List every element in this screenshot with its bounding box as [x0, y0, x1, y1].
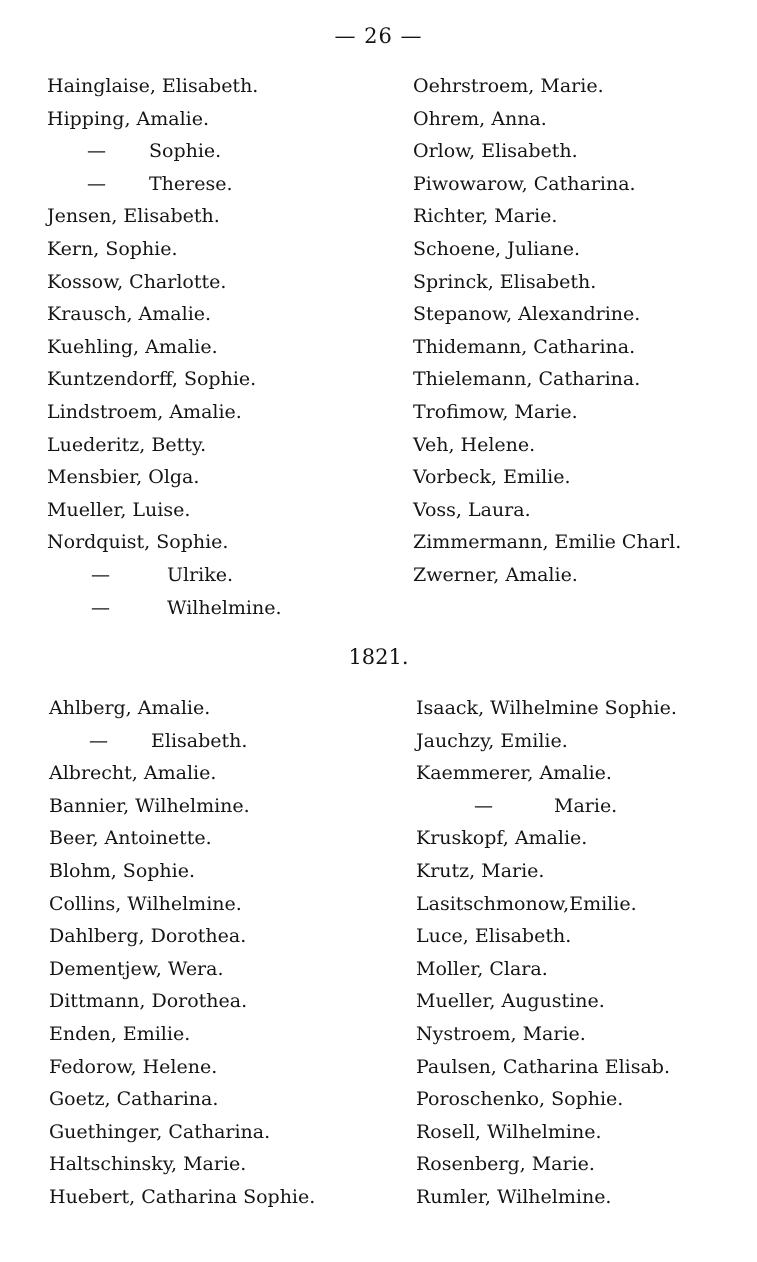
name-entry: Ahlberg, Amalie.	[49, 697, 211, 719]
given-name: Marie.	[554, 794, 618, 817]
ditto-dash: —	[91, 596, 110, 619]
name-entry: Lasitschmonow,Emilie.	[416, 892, 637, 915]
name-entry: Dittmann, Dorothea.	[49, 990, 248, 1013]
ditto-dash: —	[89, 729, 108, 752]
ditto-dash: —	[474, 794, 493, 817]
name-entry: Enden, Emilie.	[49, 1022, 191, 1045]
name-entry: Albrecht, Amalie.	[49, 762, 217, 785]
name-entry	[416, 790, 677, 823]
name-entry: Orlow, Elisabeth.	[413, 140, 578, 163]
name-entry: Fedorow, Helene.	[49, 1055, 218, 1078]
name-entry: Jauchzy, Emilie.	[416, 729, 568, 752]
name-entry: Thielemann, Catharina.	[413, 368, 641, 391]
name-entry: Rosenberg, Marie.	[416, 1153, 595, 1176]
name-entry: Moller, Clara.	[416, 957, 548, 980]
name-entry: Haltschinsky, Marie.	[49, 1153, 247, 1176]
name-entry: Paulsen, Catharina Elisab.	[416, 1055, 671, 1078]
name-entry: Krausch, Amalie.	[47, 303, 212, 326]
name-entry: Dementjew, Wera.	[49, 957, 224, 980]
given-name: Elisabeth.	[151, 729, 248, 752]
name-entry: Hainglaise, Elisabeth.	[47, 75, 259, 97]
name-column-left	[47, 70, 282, 624]
given-name: Therese.	[149, 172, 233, 195]
ditto-dash: —	[91, 563, 110, 586]
name-entry: Piwowarow, Catharina.	[413, 172, 636, 195]
name-entry: Trofimow, Marie.	[413, 400, 578, 423]
given-name: Sophie.	[149, 140, 222, 163]
name-entry: Veh, Helene.	[413, 433, 536, 456]
page-number: — 26 —	[334, 24, 423, 48]
name-entry: Voss, Laura.	[413, 498, 531, 521]
name-entry: Kruskopf, Amalie.	[416, 827, 588, 850]
ditto-dash: —	[87, 172, 106, 195]
name-entry: Krutz, Marie.	[416, 859, 545, 882]
name-entry: Nordquist, Sophie.	[47, 531, 229, 554]
name-entry: Guethinger, Catharina.	[49, 1120, 271, 1143]
name-entry	[47, 168, 282, 201]
name-entry: Goetz, Catharina.	[49, 1088, 219, 1111]
name-entry: Stepanow, Alexandrine.	[413, 303, 641, 326]
name-entry	[49, 725, 315, 758]
name-entry: Poroschenko, Sophie.	[416, 1088, 624, 1111]
given-name: Ulrike.	[167, 563, 234, 586]
name-entry: Rumler, Wilhelmine.	[416, 1185, 612, 1208]
name-entry: Nystroem, Marie.	[416, 1022, 586, 1045]
name-entry: Zimmermann, Emilie Charl.	[413, 531, 682, 554]
name-entry: Bannier, Wilhelmine.	[49, 794, 250, 817]
name-entry: Collins, Wilhelmine.	[49, 892, 242, 915]
name-entry: Hipping, Amalie.	[47, 107, 210, 130]
name-entry: Ohrem, Anna.	[413, 107, 547, 130]
name-entry: Dahlberg, Dorothea.	[49, 925, 247, 948]
name-entry: Isaack, Wilhelmine Sophie.	[416, 697, 677, 719]
name-entry	[47, 559, 282, 592]
name-column-right	[413, 70, 681, 592]
name-entry: Lindstroem, Amalie.	[47, 400, 242, 423]
name-entry: Rosell, Wilhelmine.	[416, 1120, 602, 1143]
name-entry: Richter, Marie.	[413, 205, 558, 228]
name-column-left	[49, 692, 315, 1214]
name-entry: Zwerner, Amalie.	[413, 563, 578, 586]
name-entry: Kossow, Charlotte.	[47, 270, 227, 293]
ditto-dash: —	[87, 140, 106, 163]
name-entry: Jensen, Elisabeth.	[47, 205, 220, 228]
name-entry: Kuehling, Amalie.	[47, 335, 218, 358]
name-entry: Mueller, Luise.	[47, 498, 191, 521]
name-entry: Blohm, Sophie.	[49, 859, 196, 882]
name-entry	[47, 135, 282, 168]
given-name: Wilhelmine.	[167, 596, 282, 619]
year-heading: 1821.	[348, 645, 409, 669]
name-entry: Mensbier, Olga.	[47, 466, 200, 489]
name-column-right	[416, 692, 677, 1214]
name-entry: Luederitz, Betty.	[47, 433, 207, 456]
name-entry: Kaemmerer, Amalie.	[416, 762, 612, 785]
name-entry: Mueller, Augustine.	[416, 990, 605, 1013]
name-entry: Kern, Sophie.	[47, 237, 178, 260]
name-entry: Kuntzendorff, Sophie.	[47, 368, 257, 391]
name-entry: Vorbeck, Emilie.	[413, 466, 571, 489]
name-entry: Thidemann, Catharina.	[413, 335, 636, 358]
name-entry: Huebert, Catharina Sophie.	[49, 1185, 316, 1208]
name-entry: Luce, Elisabeth.	[416, 925, 572, 948]
name-entry	[47, 592, 282, 625]
name-entry: Beer, Antoinette.	[49, 827, 212, 850]
name-entry: Schoene, Juliane.	[413, 237, 580, 260]
name-entry: Sprinck, Elisabeth.	[413, 270, 597, 293]
name-entry: Oehrstroem, Marie.	[413, 75, 604, 97]
